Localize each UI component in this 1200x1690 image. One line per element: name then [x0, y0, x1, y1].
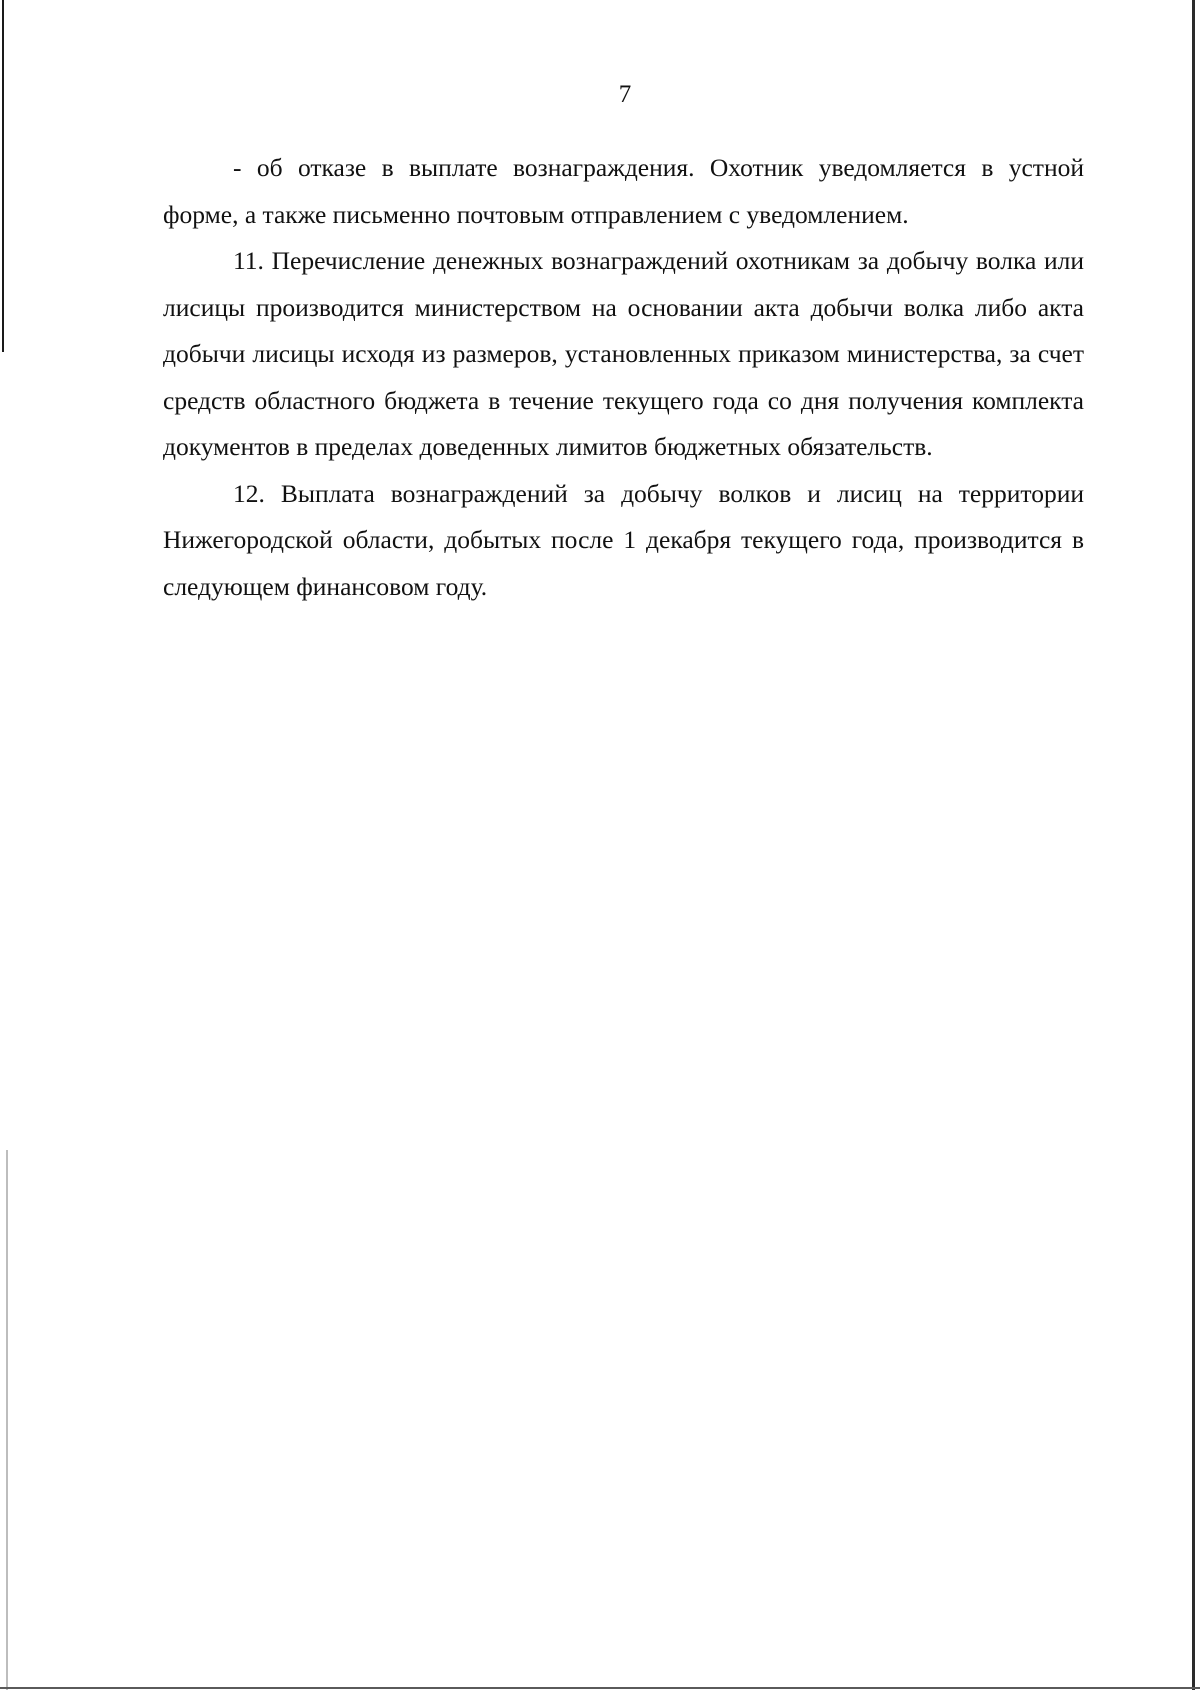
page-number: 7 — [618, 81, 632, 108]
scan-edge-right — [1192, 0, 1195, 1690]
paragraph-refusal-notice: - об отказе в выплате вознаграждения. Охотник уведомляется в устной форме, а также письменно почтовым отправлением с уведомлением. — [163, 153, 1084, 229]
document-body — [163, 145, 1084, 610]
paragraph-11-transfer: 11. Перечисление денежных вознаграждений охотникам за добычу волка или лисицы производится министерством на основании акта добычи волка либо акта добычи лисицы исходя из размеров, установленных приказом министерства, за счет средств областного бюджета в течение текущего года со дня получения комплекта документов в пределах доведенных лимитов бюджетных обязательств. — [163, 246, 1084, 461]
scan-edge-left-faint — [6, 1150, 8, 1690]
scan-edge-bottom — [0, 1687, 1200, 1689]
scan-edge-left — [2, 0, 4, 352]
paragraph-12-payment: 12. Выплата вознаграждений за добычу волков и лисиц на территории Нижегородской области, добытых после 1 декабря текущего года, производится в следующем финансовом году. — [163, 478, 1084, 601]
